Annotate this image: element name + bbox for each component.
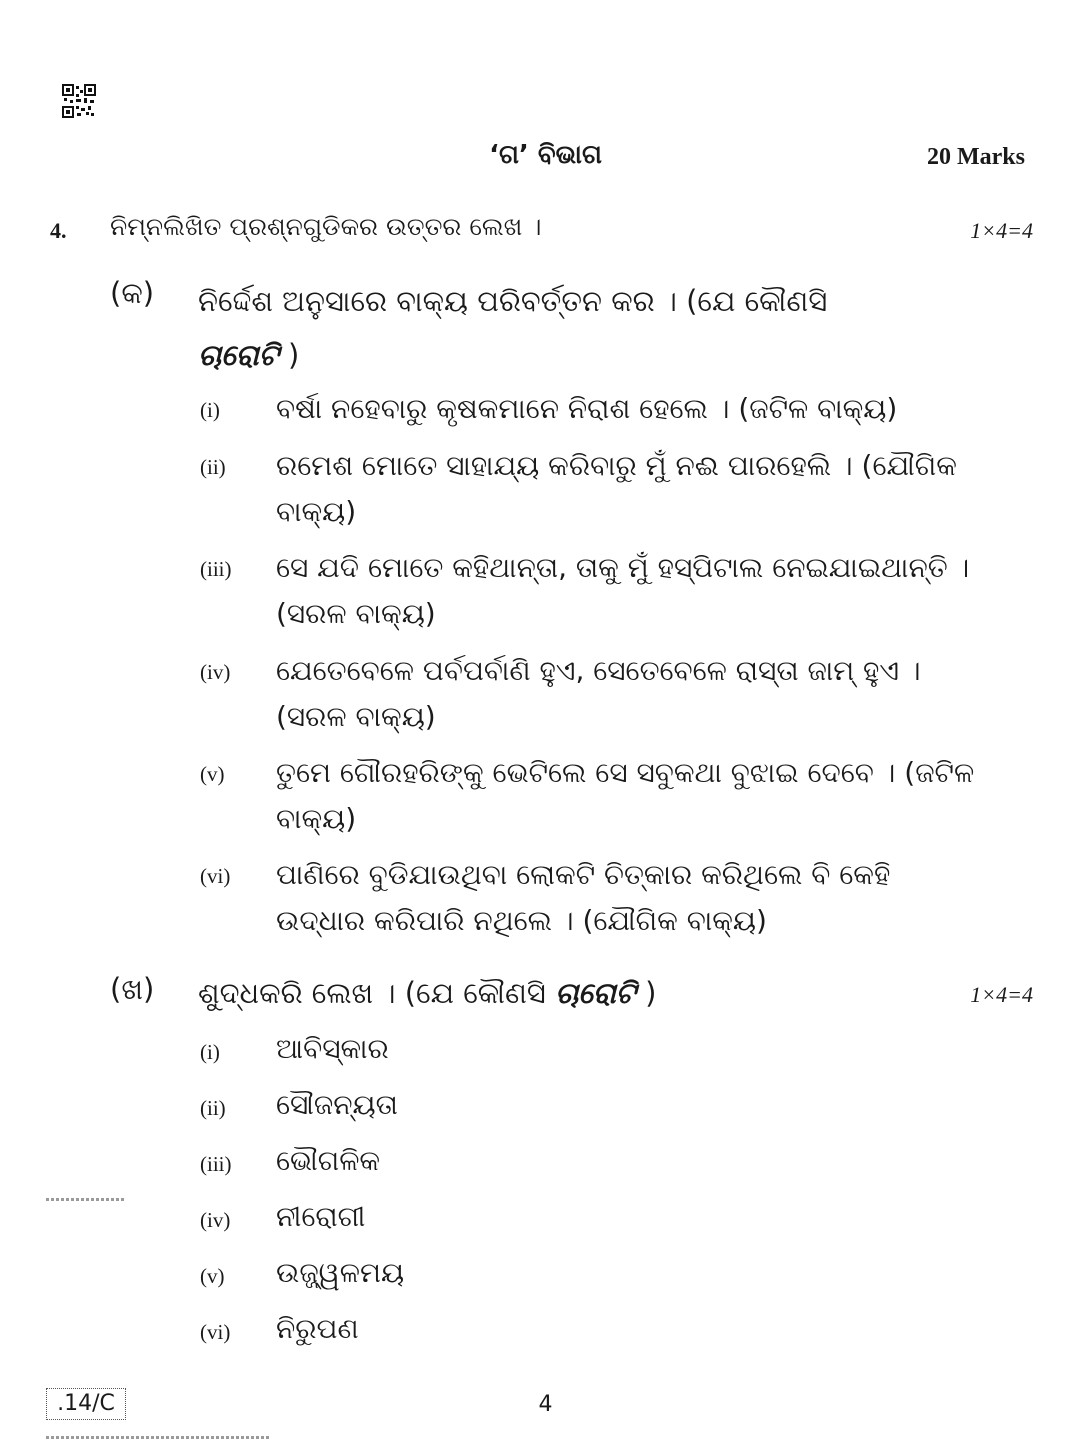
part-b-item-number: (iii) (200, 1152, 232, 1176)
part-b-item-number: (iv) (200, 1208, 231, 1232)
part-a-item-number: (v) (200, 762, 225, 786)
part-a-text: ନିର୍ଦ୍ଦେଶ ଅନୁସାରେ ବାକ୍ୟ ପରିବର୍ତ୍ତନ କର । (ଯେ କୌଣସି (198, 284, 828, 318)
part-b-close: ) (635, 976, 657, 1010)
part-b-item: ନୀରୋଗୀ (276, 1200, 366, 1233)
part-a-item: ଯେତେବେଳେ ପର୍ବପର୍ବାଣି ହୁଏ, ସେତେବେଳେ ରାସ୍ତା ଜାମ୍ ହୁଏ । (ସରଳ ବାକ୍ୟ) (276, 654, 921, 733)
part-a-item-number: (i) (200, 398, 220, 422)
qr-code (62, 84, 96, 118)
security-microtext (46, 1436, 271, 1439)
part-b-item: ସୌଜନ୍ୟତା (276, 1088, 398, 1121)
security-microtext (46, 1198, 126, 1201)
part-a-instruction (198, 274, 978, 382)
part-b-instruction (198, 966, 978, 1020)
part-a-item: ପାଣିରେ ବୁଡିଯାଉଥିବା ଲୋକଟି ଚିତ୍କାର କରିଥିଲେ ବି କେହି ଉଦ୍ଧାର କରିପାରି ନଥିଲେ । (ଯୌଗିକ ବାକ୍ୟ) (276, 858, 891, 937)
question-marks: 1×4=4 (970, 218, 1033, 243)
part-b-item-number: (i) (200, 1040, 220, 1064)
part-b-item: ନିରୁପଣ (276, 1312, 359, 1345)
part-b-emphasis: ଚାରୋଟି (555, 976, 636, 1010)
part-a-item-number: (iii) (200, 557, 232, 581)
part-a-item-number: (vi) (200, 864, 231, 888)
question-text: ନିମ୍ନଲିଖିତ ପ୍ରଶ୍ନଗୁଡିକର ଉତ୍ତର ଲେଖ । (110, 212, 542, 241)
part-a-item-number: (iv) (200, 660, 231, 684)
part-b-label: (ଖ) (110, 972, 155, 1006)
part-b-item-number: (v) (200, 1264, 225, 1288)
part-b-item-number: (vi) (200, 1320, 231, 1344)
part-a-emphasis: ଚାରୋଟି (198, 338, 279, 372)
page-number: 4 (538, 1392, 553, 1417)
part-b-item-number: (ii) (200, 1096, 226, 1120)
part-b-item: ଆବିସ୍କାର (276, 1032, 389, 1065)
part-a-label: (କ) (110, 276, 155, 310)
question-number: 4. (50, 218, 67, 243)
part-a-item: ରମେଶ ମୋତେ ସାହାଯ୍ୟ କରିବାରୁ ମୁଁ ନଈ ପାରହେଲି । (ଯୌଗିକ ବାକ୍ୟ) (276, 449, 957, 528)
section-title: ‘ଗ’ ବିଭାଗ (489, 140, 602, 170)
part-a-item: ବର୍ଷା ନହେବାରୁ କୃଷକମାନେ ନିରାଶ ହେଲେ । (ଜଟିଳ ବାକ୍ୟ) (276, 392, 898, 425)
section-marks: 20 Marks (927, 144, 1025, 170)
part-a-item: ତୁମେ ଗୌରହରିଙ୍କୁ ଭେଟିଲେ ସେ ସବୁକଥା ବୁଝାଇ ଦେବେ । (ଜଟିଳ ବାକ୍ୟ) (276, 756, 975, 835)
part-b-marks: 1×4=4 (970, 982, 1033, 1007)
part-b-text: ଶୁଦ୍ଧକରି ଲେଖ । (ଯେ କୌଣସି (198, 976, 556, 1010)
paper-code: .14/C (46, 1388, 126, 1420)
part-a-close: ) (278, 338, 300, 372)
part-a-item: ସେ ଯଦି ମୋତେ କହିଥାନ୍ତା, ତାକୁ ମୁଁ ହସ୍ପିଟାଲ ନେଇଯାଇଥାନ୍ତି । (ସରଳ ବାକ୍ୟ) (276, 551, 970, 630)
part-b-item: ଭୌଗଳିକ (276, 1144, 381, 1177)
part-b-item: ଉଜ୍ଜ୍ୱଳମୟ (276, 1256, 405, 1289)
part-a-item-number: (ii) (200, 455, 226, 479)
